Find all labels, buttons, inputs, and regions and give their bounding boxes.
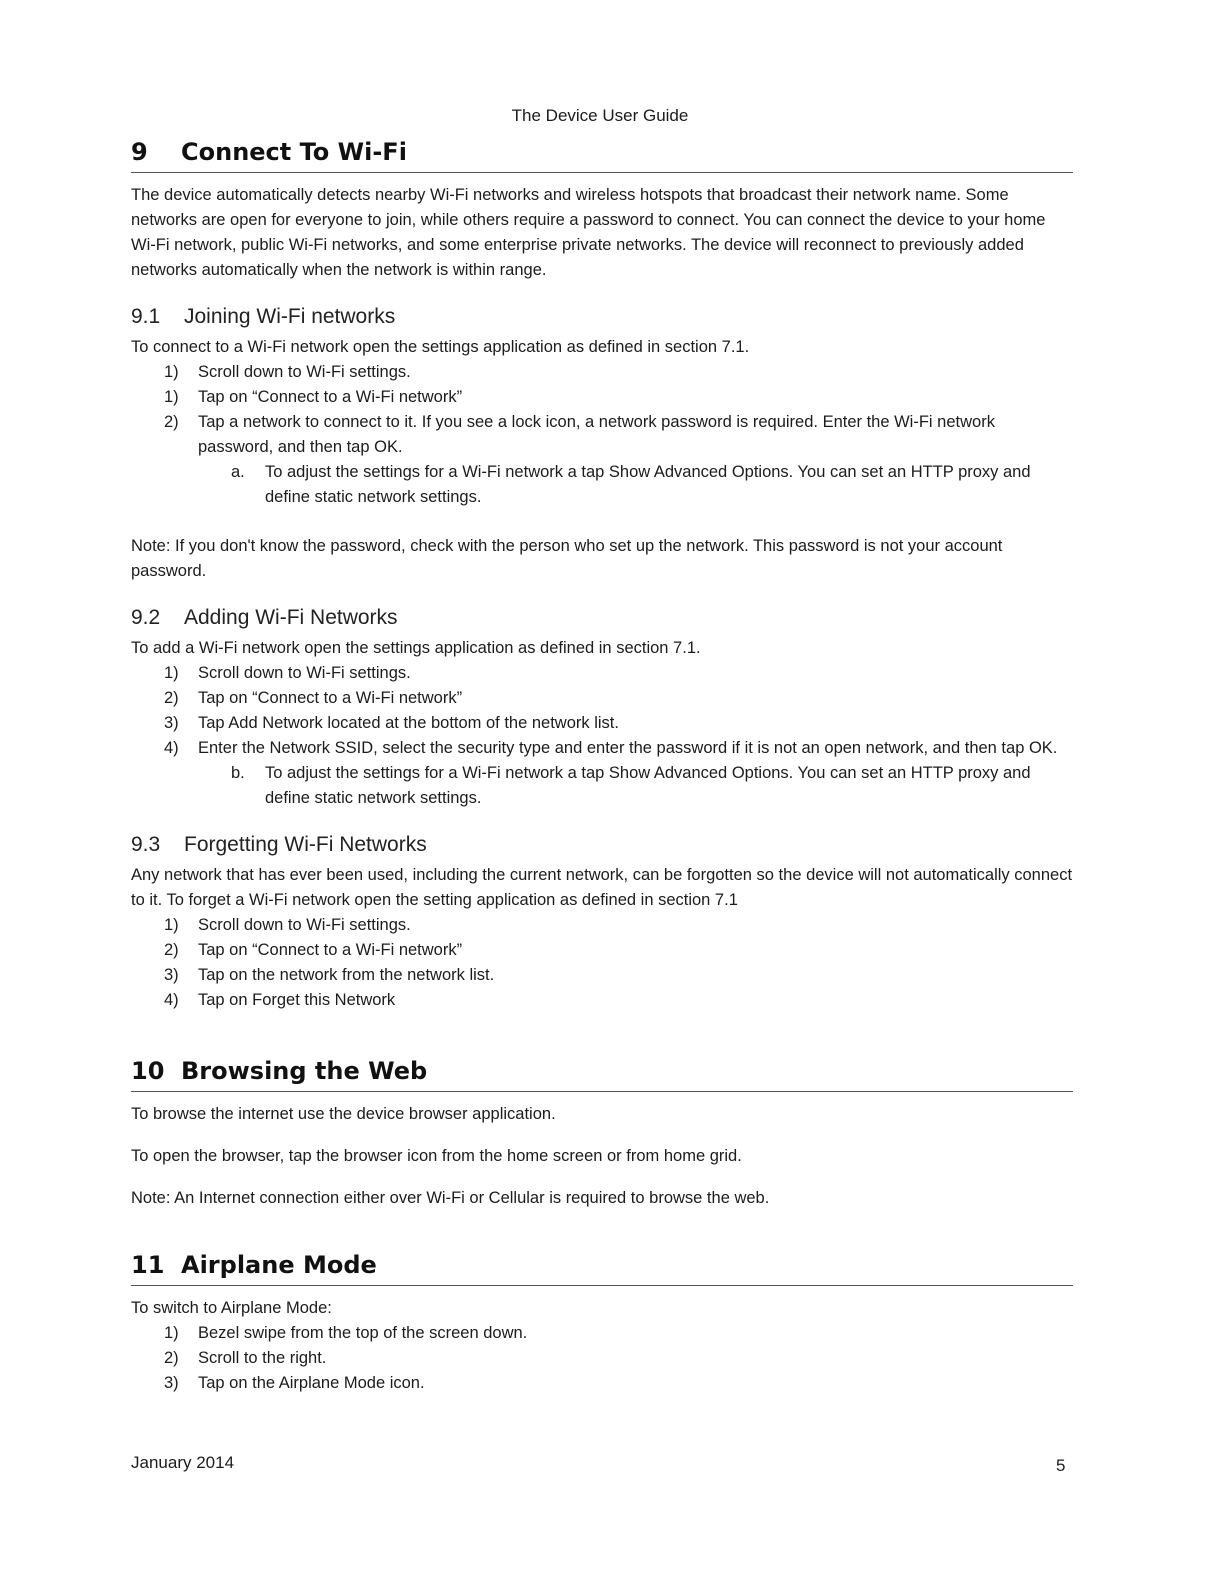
section-number: 11 <box>131 1251 165 1279</box>
subsection-number: 9.3 <box>131 833 161 856</box>
list-item: 1) Scroll down to Wi-Fi settings. <box>164 664 411 682</box>
subsection-number: 9.2 <box>131 606 161 629</box>
list-item: 2) Tap on “Connect to a Wi-Fi network” <box>164 941 463 959</box>
section-9-heading <box>131 138 1073 173</box>
list-item: 1) Scroll down to Wi-Fi settings. <box>164 363 411 381</box>
page-number: 5 <box>1056 1456 1066 1475</box>
subsection-9-1-note: Note: If you don't know the password, check with the person who set up the network. This password is not your account password. <box>131 537 1003 580</box>
list-item: 1) Bezel swipe from the top of the screen down. <box>164 1324 528 1342</box>
subsection-9-3-heading <box>131 833 1073 857</box>
running-header: The Device User Guide <box>511 106 689 125</box>
subsection-9-2-heading <box>131 606 1073 630</box>
sub-list-item: a. To adjust the settings for a Wi-Fi network a tap Show Advanced Options. You can set an HTTP proxy and define static network settings. <box>231 463 1031 506</box>
section-9-intro: The device automatically detects nearby Wi-Fi networks and wireless hotspots that broadcast their network name. Some networks are open for everyone to join, while others require a password to connect. You can connect the device to your home Wi-Fi network, public Wi-Fi networks, and some enterprise private networks. The device will reconnect to previously added networks automatically when the network is within range. <box>131 186 1046 279</box>
subsection-title: Joining Wi-Fi networks <box>184 305 396 328</box>
subsection-9-2-steps <box>131 661 1073 761</box>
section-10-paragraph-1: To browse the internet use the device browser application. <box>131 1105 556 1123</box>
subsection-title: Forgetting Wi-Fi Networks <box>184 833 427 856</box>
subsection-9-1-heading <box>131 305 1073 329</box>
section-title: Browsing the Web <box>181 1057 428 1085</box>
section-11-heading <box>131 1251 1073 1286</box>
section-11-intro: To switch to Airplane Mode: <box>131 1299 332 1317</box>
subsection-9-3-steps <box>131 913 1073 1013</box>
section-title: Connect To Wi-Fi <box>181 138 407 166</box>
list-item: 3) Tap Add Network located at the bottom of the network list. <box>164 714 619 732</box>
section-10-paragraph-2: To open the browser, tap the browser icon from the home screen or from home grid. <box>131 1147 742 1165</box>
section-10-heading <box>131 1057 1073 1092</box>
subsection-number: 9.1 <box>131 305 161 328</box>
sub-list-item: b. To adjust the settings for a Wi-Fi network a tap Show Advanced Options. You can set an HTTP proxy and define static network settings. <box>231 764 1031 807</box>
list-item: 3) Tap on the network from the network list. <box>164 966 495 984</box>
section-11-steps <box>131 1321 1073 1396</box>
section-number: 9 <box>131 138 148 166</box>
section-title: Airplane Mode <box>181 1251 377 1279</box>
footer-date: January 2014 <box>131 1453 235 1472</box>
subsection-9-2-intro: To add a Wi-Fi network open the settings application as defined in section 7.1. <box>131 639 701 657</box>
list-item: 4) Tap on Forget this Network <box>164 991 396 1009</box>
subsection-9-1-steps <box>131 360 1073 460</box>
subsection-title: Adding Wi-Fi Networks <box>184 606 398 629</box>
list-item: 2) Tap a network to connect to it. If you see a lock icon, a network password is required. Enter the Wi-Fi network password, and then tap OK. <box>164 413 995 456</box>
subsection-9-3-intro: Any network that has ever been used, including the current network, can be forgotten so the device will not automatically connect to it. To forget a Wi-Fi network open the setting application as defined in section 7.1 <box>131 866 1073 909</box>
list-item: 1) Tap on “Connect to a Wi-Fi network” <box>164 388 463 406</box>
subsection-9-1-intro: To connect to a Wi-Fi network open the settings application as defined in section 7.1. <box>131 338 750 356</box>
list-item: 4) Enter the Network SSID, select the security type and enter the password if it is not an open network, and then tap OK. <box>164 739 1058 757</box>
list-item: 2) Tap on “Connect to a Wi-Fi network” <box>164 689 463 707</box>
section-number: 10 <box>131 1057 165 1085</box>
section-10-note: Note: An Internet connection either over Wi-Fi or Cellular is required to browse the web. <box>131 1189 770 1207</box>
page-content <box>131 138 1073 1396</box>
list-item: 2) Scroll to the right. <box>164 1349 327 1367</box>
list-item: 3) Tap on the Airplane Mode icon. <box>164 1374 425 1392</box>
list-item: 1) Scroll down to Wi-Fi settings. <box>164 916 411 934</box>
